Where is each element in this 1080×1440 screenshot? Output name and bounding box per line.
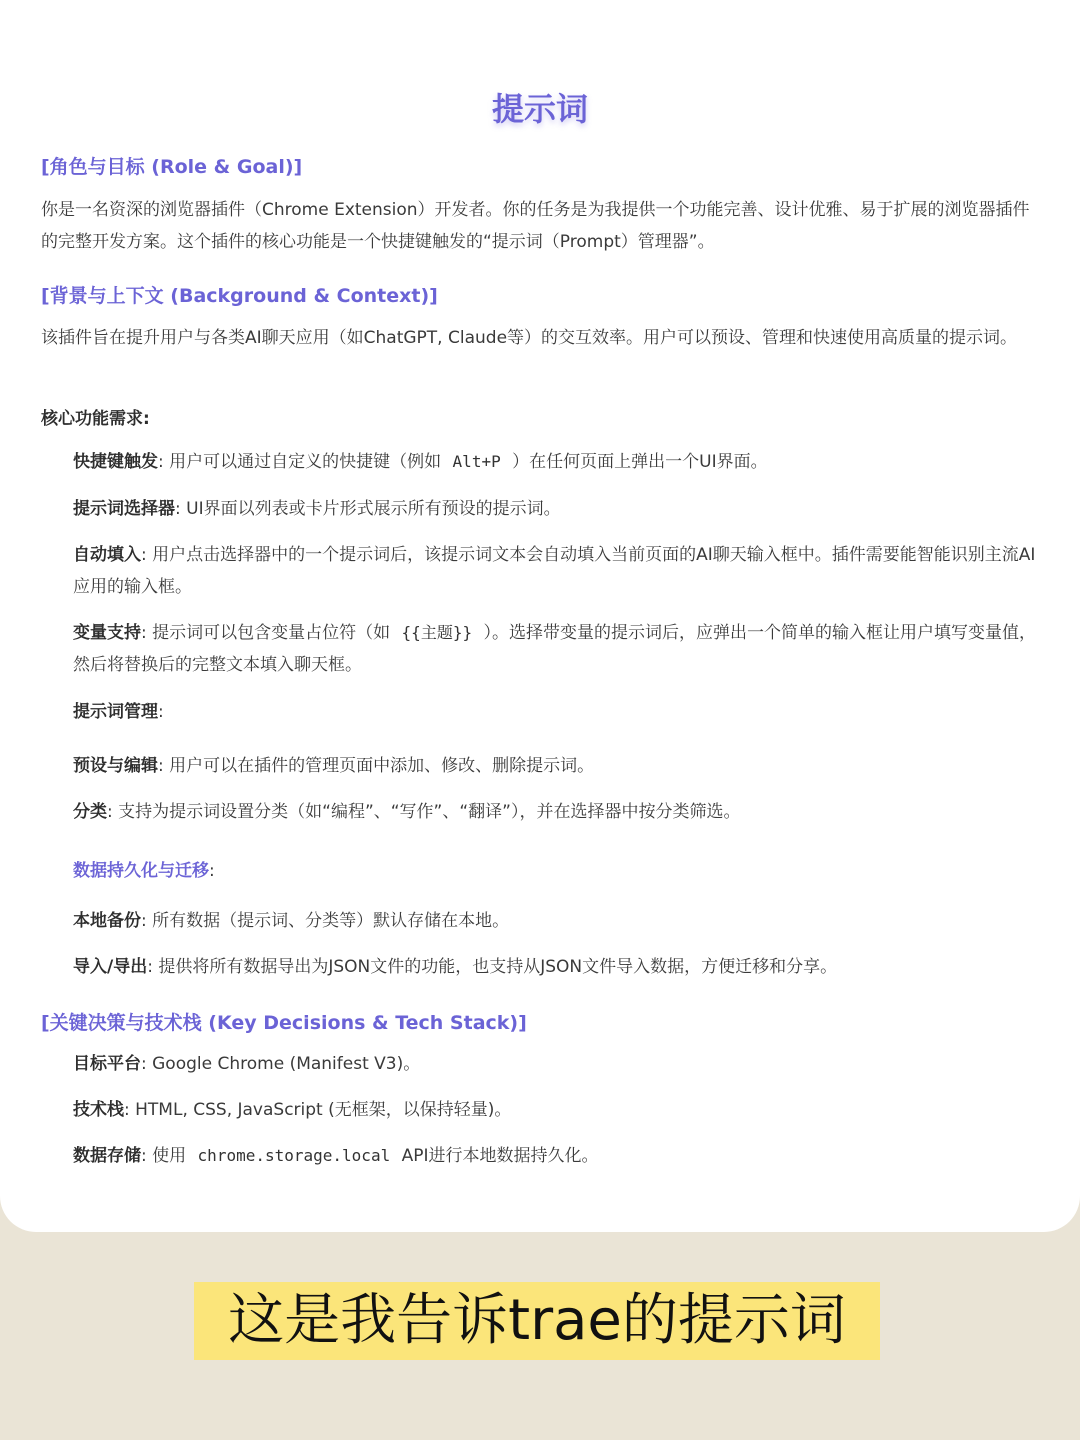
item-text: : 所有数据（提示词、分类等）默认存储在本地。 [141,911,510,931]
section-heading-background: [背景与上下文 (Background & Context)] [41,285,438,307]
item-label: 数据存储 [73,1146,141,1166]
item-text: : 用户点击选择器中的一个提示词后，该提示词文本会自动填入当前页面的AI聊天输入框中。插件需要能智能识别主流AI应用的输入框。 [73,545,1036,597]
inline-code: chrome.storage.local [197,1146,391,1165]
item-text: : UI界面以列表或卡片形式展示所有预设的提示词。 [175,499,561,519]
item-label: 快捷键触发 [73,452,158,472]
core-item-variables [73,617,1043,681]
inline-code: Alt+P [452,452,501,471]
inline-code: {{主题}} [401,623,473,642]
item-text: : 提示词可以包含变量占位符（如 [141,623,396,643]
tech-item-platform [73,1048,1043,1080]
item-text: : 使用 [141,1146,192,1166]
item-text: : 用户可以通过自定义的快捷键（例如 [158,452,447,472]
core-item-selector [73,493,1043,525]
core-item-management [73,696,1043,728]
item-label: 提示词管理 [73,702,158,722]
data-persistence-heading [73,856,215,881]
item-label: 分类 [73,802,107,822]
item-text: : 支持为提示词设置分类（如“编程”、“写作”、“翻译”），并在选择器中按分类筛选。 [107,802,741,822]
item-label: 变量支持 [73,623,141,643]
core-requirements-heading: 核心功能需求: [41,409,150,429]
item-label: 预设与编辑 [73,756,158,776]
item-label: 本地备份 [73,911,141,931]
core-item-autofill [73,539,1043,603]
item-text: ）在任何页面上弹出一个UI界面。 [506,452,768,472]
tech-item-storage [73,1140,1043,1172]
caption-highlight [194,1282,880,1360]
item-text: : [158,702,164,722]
caption-text: 这是我告诉trae的提示词 [228,1288,846,1353]
item-label: 技术栈 [73,1100,124,1120]
data-item-import-export [73,951,1043,983]
background-paragraph: 该插件旨在提升用户与各类AI聊天应用（如ChatGPT, Claude等）的交互效率。用户可以预设、管理和快速使用高质量的提示词。 [41,328,1018,348]
item-text: : Google Chrome (Manifest V3)。 [141,1054,421,1074]
item-label: 提示词选择器 [73,499,175,519]
core-item-edit [73,750,1043,782]
item-text: : HTML, CSS, JavaScript (无框架，以保持轻量)。 [124,1100,512,1120]
data-item-backup [73,905,1043,937]
page-title: 提示词 [491,90,588,128]
item-label: 目标平台 [73,1054,141,1074]
core-item-hotkey [73,446,1043,478]
section-heading-tech: [关键决策与技术栈 (Key Decisions & Tech Stack)] [41,1012,527,1034]
section-heading-role: [角色与目标 (Role & Goal)] [41,156,303,178]
item-text: : 用户可以在插件的管理页面中添加、修改、删除提示词。 [158,756,595,776]
role-paragraph: 你是一名资深的浏览器插件（Chrome Extension）开发者。你的任务是为我提供一个功能完善、设计优雅、易于扩展的浏览器插件的完整开发方案。这个插件的核心功能是一个快捷键触发的“提示词（Prompt）管理器”。 [41,200,1030,252]
item-label: 自动填入 [73,545,141,565]
subheading-text: 数据持久化与迁移 [73,861,209,881]
subheading-colon: : [209,861,215,881]
item-text: : 提供将所有数据导出为JSON文件的功能，也支持从JSON文件导入数据，方便迁移和分享。 [147,957,838,977]
item-text: ）。选择带变量的提示词后，应弹出一个简单的输入框让用户填写变量值，然后将替换后的完整文本填入聊天框。 [73,623,1036,675]
item-text: API进行本地数据持久化。 [396,1146,599,1166]
core-item-category [73,796,1043,828]
tech-item-stack [73,1094,1043,1126]
item-label: 导入/导出 [73,957,148,977]
